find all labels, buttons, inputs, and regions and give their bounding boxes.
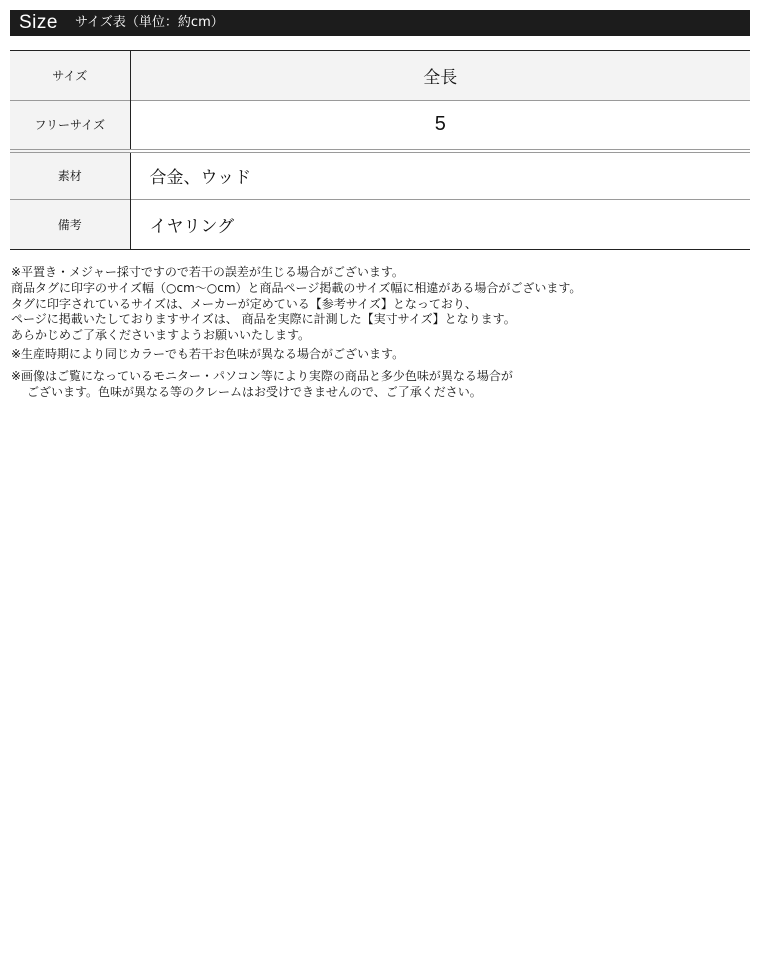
note-size-range: 商品タグに印字のサイズ幅（○cm～○cm）と商品ページ掲載のサイズ幅に相違がある場合がございます。 xyxy=(11,280,582,295)
size-table-subtitle: サイズ表（単位：約cm） xyxy=(74,15,224,30)
note-reference-size: タグに印字されているサイズは、メーカーが定めている【参考サイズ】となっており、 xyxy=(11,296,477,311)
remarks-label: 備考 xyxy=(10,200,130,250)
note-acknowledge: あらかじめご了承くださいますようお願いいたします。 xyxy=(11,328,311,343)
size-header-bar xyxy=(10,10,750,36)
remarks-row xyxy=(10,200,750,250)
note-production-color: ※生産時期により同じカラーでも若干お色味が異なる場合がございます。 xyxy=(11,346,405,361)
material-label: 素材 xyxy=(10,151,130,200)
note-no-complaints: ございます。色味が異なる等のクレームはお受けできませんので、ご了承ください。 xyxy=(27,384,482,399)
size-column-label: サイズ xyxy=(10,51,130,101)
note-monitor-color: ※画像はご覧になっているモニター・パソコン等により実際の商品と多少色味が異なる場合が xyxy=(11,368,513,383)
table-header-row xyxy=(10,51,750,101)
size-notes xyxy=(11,265,741,400)
remarks-value: イヤリング xyxy=(130,200,750,250)
size-title: Size xyxy=(19,12,58,33)
total-length-value: 5 xyxy=(130,101,750,151)
size-table xyxy=(10,50,750,250)
material-row xyxy=(10,151,750,200)
note-actual-size: ページに掲載いたしておりますサイズは、 商品を実際に計測した【実寸サイズ】となります。 xyxy=(11,312,516,327)
total-length-header: 全長 xyxy=(130,51,750,101)
free-size-label: フリーサイズ xyxy=(10,101,130,151)
free-size-row xyxy=(10,101,750,151)
material-value: 合金、ウッド xyxy=(130,151,750,200)
note-measurement-error: ※平置き・メジャー採寸ですので若干の誤差が生じる場合がございます。 xyxy=(11,265,404,279)
